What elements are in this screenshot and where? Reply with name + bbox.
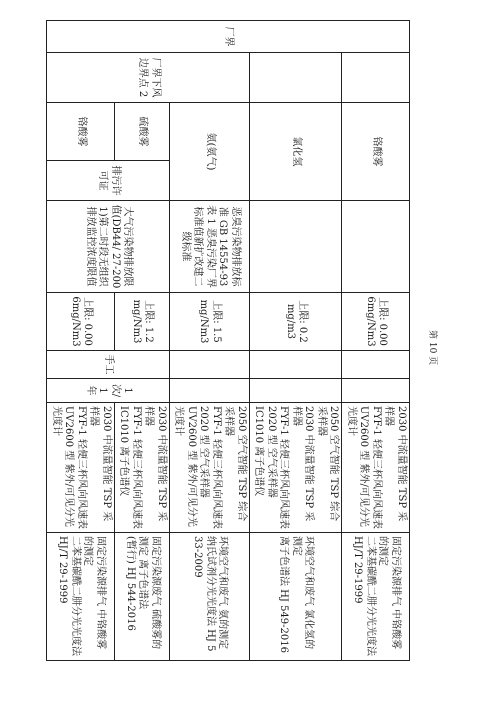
frequency-cell — [250, 379, 343, 403]
instrument-cell — [170, 403, 250, 533]
instrument-line: 2050 空气智能 TSP 综合采样器 — [316, 406, 340, 522]
analysis-line: 二苯基碳酰二肼分光光度法 HJ/T 29-1999 — [352, 536, 376, 656]
instrument-line: 2020 型 空气采样器 — [198, 406, 210, 498]
pollutant-cell: 铬酸雾 — [342, 103, 410, 201]
analysis-line: 固定污染源排气 中铬酸雾的测定 — [82, 536, 106, 650]
standard-cell — [250, 201, 343, 293]
analysis-line: 固定污染源废气 硫酸雾的测定 离子色谱法 — [137, 536, 161, 650]
analysis-method-cell — [342, 533, 410, 661]
analysis-line: 固定污染源排气 中铬酸雾的测定 — [377, 536, 401, 650]
pollutant-cell: 氯化氢 — [250, 103, 343, 201]
instrument-line: UV2600 型 紫外/可见分光光度计 — [51, 406, 75, 527]
limit-cell: 上限: 0.2mg/m3 — [250, 293, 343, 351]
analysis-method-cell — [115, 533, 170, 661]
instrument-line: FYF-1 轻便三杯风向风速表 — [371, 406, 382, 529]
instrument-line: 2030 中流量智能 TSP 采样器 — [291, 406, 315, 522]
instrument-line: 2050 空气智能 TSP 综合采样器 — [223, 406, 247, 522]
limit-cell: 上限: 0.006mg/Nm3 — [342, 293, 410, 351]
analysis-line: 离子色谱法 HJ 549-2016 — [278, 536, 290, 654]
instrument-line: FYF-1 轻便三杯风向风速表 — [131, 406, 142, 529]
instrument-line: 2030 中流量智能 TSP 采样器 — [143, 406, 167, 522]
pollutant-cell: 铬酸雾 — [47, 103, 115, 161]
analysis-line: 环境空气和废气 氨的测定 — [217, 536, 229, 650]
table-row — [170, 21, 250, 661]
frequency-cell — [342, 379, 410, 403]
instrument-cell — [47, 403, 115, 533]
method-cell: 手工 — [47, 351, 170, 379]
point-cell — [250, 53, 343, 103]
monitoring-table — [47, 20, 411, 661]
instrument-line: IC1010 离子色谱仪 — [118, 406, 130, 497]
frequency-cell — [170, 379, 250, 403]
instrument-line: FYF-1 轻便三杯风向风速表 — [278, 406, 290, 529]
analysis-line: 纳氏试剂分光光度法 HJ 533-2009 — [192, 536, 216, 652]
method-cell — [170, 351, 250, 379]
point-cell: 厂界下风边界点 2 — [47, 53, 250, 103]
instrument-line: UV2600 型 紫外/可见分光光度计 — [346, 406, 370, 527]
instrument-line: FYF-1 轻便三杯风向风速表 — [211, 406, 222, 529]
analysis-line: 二苯基碳酰二肼分光光度法 HJ/T 29-1999 — [57, 536, 81, 656]
table-row — [342, 21, 410, 661]
table-row — [47, 21, 115, 661]
pollutant-cell: 硫酸雾 — [115, 103, 170, 161]
frequency-cell: 1 次/1 年 — [47, 379, 170, 403]
permit-cell: 排污许可证 — [47, 161, 170, 201]
standard-cell: 恶臭污染物排放标准 GB 14554-93 表 1 恶臭污染厂界标准值新扩改建二级标准 — [170, 201, 250, 293]
method-cell — [342, 351, 410, 379]
analysis-line: 环境空气和废气 氯化氢的测定 — [291, 536, 315, 650]
point-cell — [342, 53, 410, 103]
instrument-line: UV2600 型 紫外/可见分光光度计 — [173, 406, 197, 527]
limit-cell: 上限: 0.006mg/Nm3 — [47, 293, 115, 351]
instrument-cell — [342, 403, 410, 533]
pollutant-cell: 氨(氨气) — [170, 103, 250, 201]
instrument-line: IC1010 离子色谱仪 — [253, 406, 265, 497]
analysis-method-cell — [47, 533, 115, 661]
monitoring-table-rotated — [51, 20, 410, 660]
page-number: 第 10 页 — [427, 330, 437, 366]
instrument-line: 2020 型 空气采样器 — [266, 406, 277, 498]
table-row — [250, 21, 343, 661]
instrument-line: 2030 中流量智能 TSP 采样器 — [88, 406, 112, 522]
location-cell: 厂界 — [47, 21, 410, 53]
standard-cell — [342, 201, 410, 293]
instrument-line: FYF-1 轻便三杯风向风速表 — [76, 406, 87, 529]
standard-cell: 大气污染物排放限值(DB44/ 27-2001)第二时段无组织排放监控浓度限值 — [47, 201, 170, 293]
analysis-line: (暂行) HJ 544-2016 — [124, 536, 136, 631]
limit-cell: 上限: 1.5mg/Nm3 — [170, 293, 250, 351]
limit-cell: 上限: 1.2mg/Nm3 — [115, 293, 170, 351]
analysis-method-cell — [170, 533, 250, 661]
table-row — [115, 21, 170, 661]
instrument-cell — [115, 403, 170, 533]
method-cell — [250, 351, 343, 379]
analysis-method-cell — [250, 533, 343, 661]
instrument-cell — [250, 403, 343, 533]
instrument-line: 2030 中流量智能 TSP 采样器 — [383, 406, 407, 522]
